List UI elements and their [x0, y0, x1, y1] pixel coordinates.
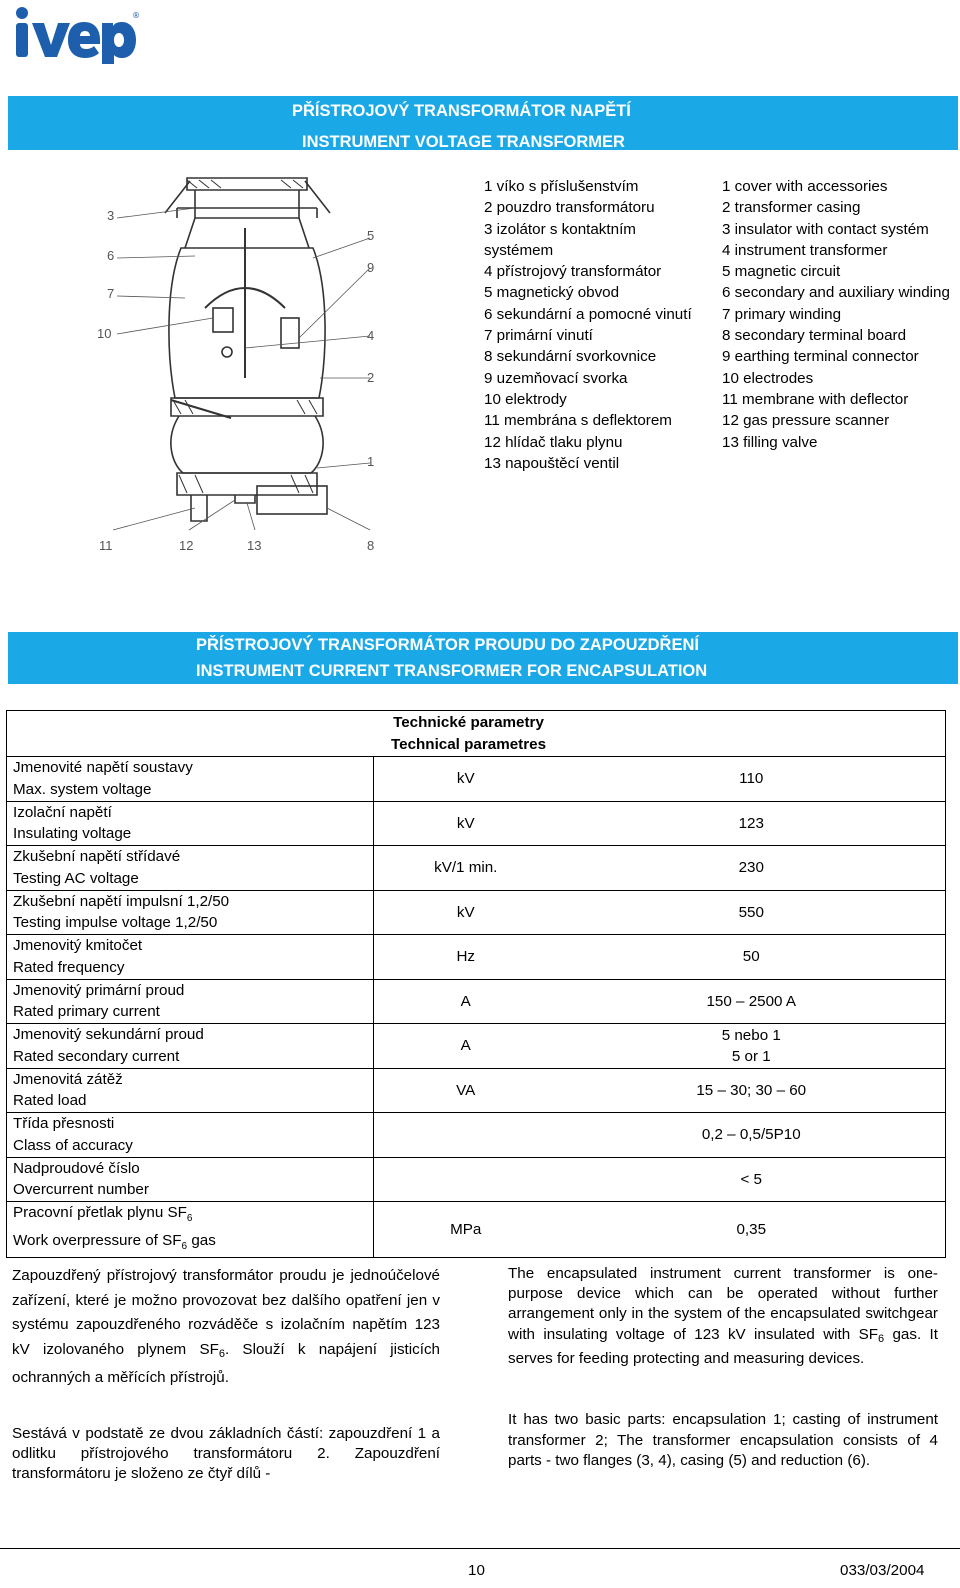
legend-item: 9 uzemňovací svorka: [484, 369, 628, 387]
banner-title-en: INSTRUMENT VOLTAGE TRANSFORMER: [302, 133, 625, 151]
param-unit: A: [374, 1024, 558, 1069]
legend-czech: [484, 176, 704, 474]
legend-item: 12 hlídač tlaku plynu: [484, 433, 623, 451]
description-en-1: The encapsulated instrument current transformer is one-purpose device which can be operated without further arrangement only in the system of the encapsulated switchgear with insulating voltage of 123 kV insulated with $SF_6$ gas. It serves for feeding protecting and measuring devices.: [508, 1265, 938, 1367]
legend-item: 1 víko s příslušenstvím: [484, 178, 639, 195]
param-unit: A: [374, 979, 558, 1024]
param-name-en: Class of accuracy: [13, 1136, 133, 1154]
param-unit: [374, 1113, 558, 1158]
drawing-label-9: 9: [367, 260, 375, 275]
table-row: [7, 757, 946, 802]
legend-item: 7 primární vinutí: [484, 327, 593, 345]
table-header-en: Technical parametres: [390, 735, 547, 753]
table-row: [7, 1068, 946, 1113]
param-unit: [374, 1157, 558, 1202]
param-value: 230: [738, 859, 764, 877]
legend-item: 8 sekundární svorkovnice: [484, 348, 657, 366]
banner-title-en: INSTRUMENT CURRENT TRANSFORMER FOR ENCAPSULATION: [196, 662, 708, 680]
param-name-en: Rated frequency: [13, 958, 125, 976]
table-row: [7, 979, 946, 1024]
drawing-label-7: 7: [107, 286, 115, 301]
param-name-en: Max. system voltage: [13, 780, 152, 798]
param-name-en: Rated load: [13, 1092, 87, 1110]
document-code: 033/03/2004: [840, 1562, 925, 1579]
param-unit: kV: [374, 801, 558, 846]
legend-item: 7 primary winding: [722, 305, 842, 323]
param-value: 50: [742, 948, 760, 966]
param-name-en: Rated secondary current: [13, 1047, 180, 1065]
drawing-label-5: 5: [367, 228, 375, 243]
page-number: 10: [468, 1562, 485, 1579]
legend-item: 1 cover with accessories: [722, 178, 888, 195]
drawing-label-10: 10: [97, 326, 112, 341]
param-value: 150 – 2500 A: [706, 992, 797, 1010]
param-name-en: Work overpressure of $SF_6$ gas: [13, 1231, 216, 1252]
legend-item: 11 membrána s deflektorem: [484, 412, 672, 430]
banner-title-cz: PŘÍSTROJOVÝ TRANSFORMÁTOR PROUDU DO ZAPOUZDŘENÍ: [196, 636, 699, 654]
param-name-cz: Jmenovité napětí soustavy: [13, 759, 193, 777]
param-name-cz: Zkušební napětí impulsní 1,2/50: [13, 892, 230, 910]
legend-item: 6 secondary and auxiliary winding: [722, 284, 950, 302]
table-row: [7, 1157, 946, 1202]
table-header: [374, 711, 946, 757]
param-value: 550: [738, 903, 764, 921]
legend-item: 13 napouštěcí ventil: [484, 454, 620, 472]
table-row: [7, 846, 946, 891]
table-row: [7, 1113, 946, 1158]
param-name-cz: Jmenovitá zátěž: [13, 1070, 123, 1088]
param-value: 5 nebo 1: [721, 1026, 781, 1044]
legend-item: 12 gas pressure scanner: [722, 412, 890, 430]
table-row: [7, 935, 946, 980]
legend-item: 6 sekundární a pomocné vinutí: [484, 305, 692, 323]
legend-item: 3 izolátor s kontaktním systémem: [484, 220, 636, 259]
param-value: 0,35: [736, 1221, 767, 1239]
legend-item: 10 elektrody: [484, 390, 567, 408]
description-en-2: It has two basic parts: encapsulation 1; casting of instrument transformer 2; The transformer encapsulation consists of 4 parts - two flanges (3, 4), casing (5) and reduction (6).: [508, 1411, 938, 1470]
description-cz-2: Sestává v podstatě ze dvou základních částí: zapouzdření 1 a odlitku přístrojového transformátoru 2. Zapouzdření transformátoru je složeno ze čtyř dílů -: [12, 1425, 440, 1482]
legend-item: 13 filling valve: [722, 433, 818, 451]
banner-title-cz: PŘÍSTROJOVÝ TRANSFORMÁTOR NAPĚTÍ: [292, 102, 631, 120]
param-value-en: 5 or 1: [731, 1047, 771, 1065]
param-name-cz: Jmenovitý sekundární proud: [13, 1026, 204, 1044]
drawing-label-1: 1: [367, 454, 375, 469]
drawing-label-4: 4: [367, 328, 375, 343]
param-value: 110: [739, 770, 764, 788]
legend-english: [722, 176, 958, 453]
banner-current-transformer: [8, 632, 958, 684]
table-row: [7, 1024, 946, 1069]
drawing-label-13: 13: [247, 538, 262, 553]
param-name-en: Overcurrent number: [13, 1181, 149, 1199]
param-unit: VA: [374, 1068, 558, 1113]
param-name-cz: Zkušební napětí střídavé: [13, 848, 181, 866]
description-cz-1: Zapouzdřený přístrojový transformátor proudu je jednoúčelové zařízení, které je možno provozovat bez dalšího opatření jen v systému zapouzdřeného rozváděče s izolačním napětím 123 kV izolovaného plynem $SF_6$. Slouží k napájení jisticích ochranných a měřících přístrojů.: [12, 1267, 441, 1387]
param-name-cz: Jmenovitý kmitočet: [13, 937, 143, 955]
param-name-cz: Jmenovitý primární proud: [13, 981, 185, 999]
svg-text:®: ®: [132, 11, 140, 20]
transformer-cross-section-drawing: [95, 168, 395, 568]
drawing-label-2: 2: [367, 370, 375, 385]
param-name-cz: Izolační napětí: [13, 803, 112, 821]
param-name-cz: Nadproudové číslo: [13, 1159, 140, 1177]
legend-item: 10 electrodes: [722, 369, 814, 387]
legend-item: 2 pouzdro transformátoru: [484, 199, 655, 217]
param-name-en: Rated primary current: [13, 1003, 160, 1021]
drawing-label-8: 8: [367, 538, 375, 553]
param-unit: kV/1 min.: [374, 846, 558, 891]
legend-item: 4 instrument transformer: [722, 241, 888, 259]
legend-item: 2 transformer casing: [722, 199, 861, 217]
param-value: 123: [738, 814, 764, 832]
legend-item: 9 earthing terminal connector: [722, 348, 919, 366]
drawing-label-3: 3: [107, 208, 115, 223]
table-row: [7, 890, 946, 935]
legend-item: 11 membrane with deflector: [722, 390, 909, 408]
drawing-label-11: 11: [99, 538, 113, 553]
legend-item: 4 přístrojový transformátor: [484, 263, 662, 281]
param-value: < 5: [740, 1170, 763, 1188]
param-unit: MPa: [374, 1202, 558, 1258]
table-header-row: [7, 711, 946, 757]
param-name-cz: Pracovní přetlak plynu $SF_6$: [13, 1204, 193, 1225]
table-row: [7, 801, 946, 846]
drawing-label-12: 12: [179, 538, 194, 553]
param-name-en: Testing impulse voltage 1,2/50: [13, 914, 218, 932]
param-name-en: Insulating voltage: [13, 825, 132, 843]
page-footer: [0, 1548, 960, 1588]
banner-voltage-transformer: [8, 96, 958, 150]
param-value: 15 – 30; 30 – 60: [696, 1081, 807, 1099]
param-unit: kV: [374, 890, 558, 935]
table-header-cz: Technické parametry: [393, 714, 544, 731]
param-unit: Hz: [374, 935, 558, 980]
legend-item: 5 magnetický obvod: [484, 284, 620, 302]
param-name-cz: Třída přesnosti: [13, 1115, 115, 1133]
legend-item: 3 insulator with contact systém: [722, 220, 929, 238]
ivep-logo: [10, 6, 140, 64]
drawing-label-6: 6: [107, 248, 115, 263]
table-header-blank: [7, 711, 374, 757]
table-row: [7, 1202, 946, 1258]
param-value: 0,2 – 0,5/5P10: [701, 1126, 801, 1144]
technical-parameters-table: [6, 710, 946, 1258]
legend-item: 8 secondary terminal board: [722, 327, 907, 345]
legend-item: 5 magnetic circuit: [722, 263, 841, 281]
param-unit: kV: [374, 757, 558, 802]
param-name-en: Testing AC voltage: [13, 869, 139, 887]
